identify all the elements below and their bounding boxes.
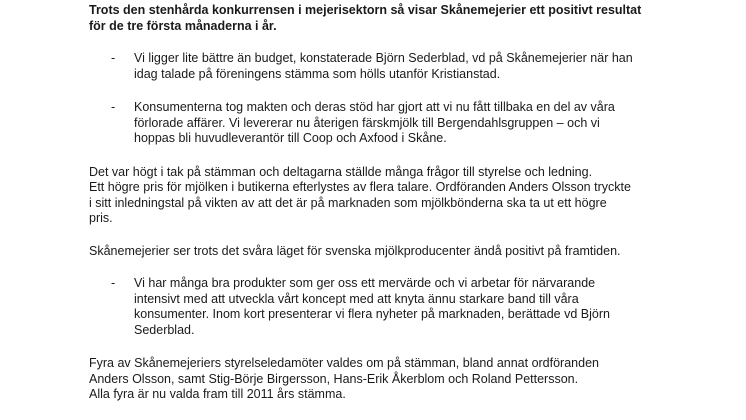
body-paragraph-3	[89, 356, 709, 403]
document-body	[89, 3, 709, 420]
lead-line: för de tre första månaderna i år.	[89, 18, 277, 33]
quote-paragraph-2	[89, 100, 709, 147]
body-line: Ett högre pris för mjölken i butikerna efterlystes av flera talare. Ordföranden Anders Olsson tryckte	[89, 180, 631, 194]
body-paragraph-2	[89, 244, 709, 260]
quote-paragraph-3	[89, 276, 709, 338]
dash-bullet: -	[111, 100, 116, 114]
quote-line: förlorade affärer. Vi levererar nu återigen färskmjölk till Bergendahlsgruppen – och vi	[134, 115, 600, 130]
body-line: Skånemejerier ser trots det svåra läget för svenska mjölkproducenter ändå positivt på framtiden.	[89, 243, 621, 258]
body-line: i sitt inledningstal på vikten av att det är på marknaden som mjölkbönderna ska ta ut ett högre	[89, 195, 607, 210]
lead-line: Trots den stenhårda konkurrensen i mejerisektorn så visar Skånemejerier ett positivt resultat	[89, 3, 642, 17]
lead-paragraph	[89, 3, 709, 34]
quote-line: intensivt med att utveckla vårt koncept med att knyta ännu starkare band till våra	[134, 291, 579, 306]
body-line: pris.	[89, 211, 113, 225]
quote-line: Sederblad.	[134, 322, 195, 337]
quote-line: Vi ligger lite bättre än budget, konstaterade Björn Sederblad, vd på Skånemejerier när han	[134, 51, 633, 65]
body-line: Det var högt i tak på stämman och deltagarna ställde många frågor till styrelse och ledning.	[89, 164, 593, 179]
quote-line: Konsumenterna tog makten och deras stöd har gjort att vi nu fått tillbaka en del av våra	[134, 100, 615, 114]
dash-bullet: -	[111, 51, 116, 65]
quote-line: konsumenter. Inom kort presenterar vi flera nyheter på marknaden, berättade vd Björn	[134, 307, 610, 321]
quote-line: hoppas bli huvudleverantör till Coop och Axfood i Skåne.	[134, 131, 447, 145]
body-line: Fyra av Skånemejeriers styrelseledamöter valdes om på stämman, bland annat ordföranden	[89, 356, 599, 370]
quote-paragraph-1	[89, 51, 709, 82]
quote-line: Vi har många bra produkter som ger oss ett mervärde och vi arbetar för närvarande	[134, 276, 596, 290]
body-paragraph-1	[89, 165, 709, 227]
dash-bullet: -	[111, 276, 116, 290]
body-line: Alla fyra är nu valda fram till 2011 års stämma.	[89, 387, 346, 401]
body-line: Anders Olsson, samt Stig-Börje Birgersson, Hans-Erik Åkerblom och Roland Pettersson.	[89, 371, 579, 386]
quote-line: idag talade på föreningens stämma som hölls utanför Kristianstad.	[134, 66, 501, 81]
